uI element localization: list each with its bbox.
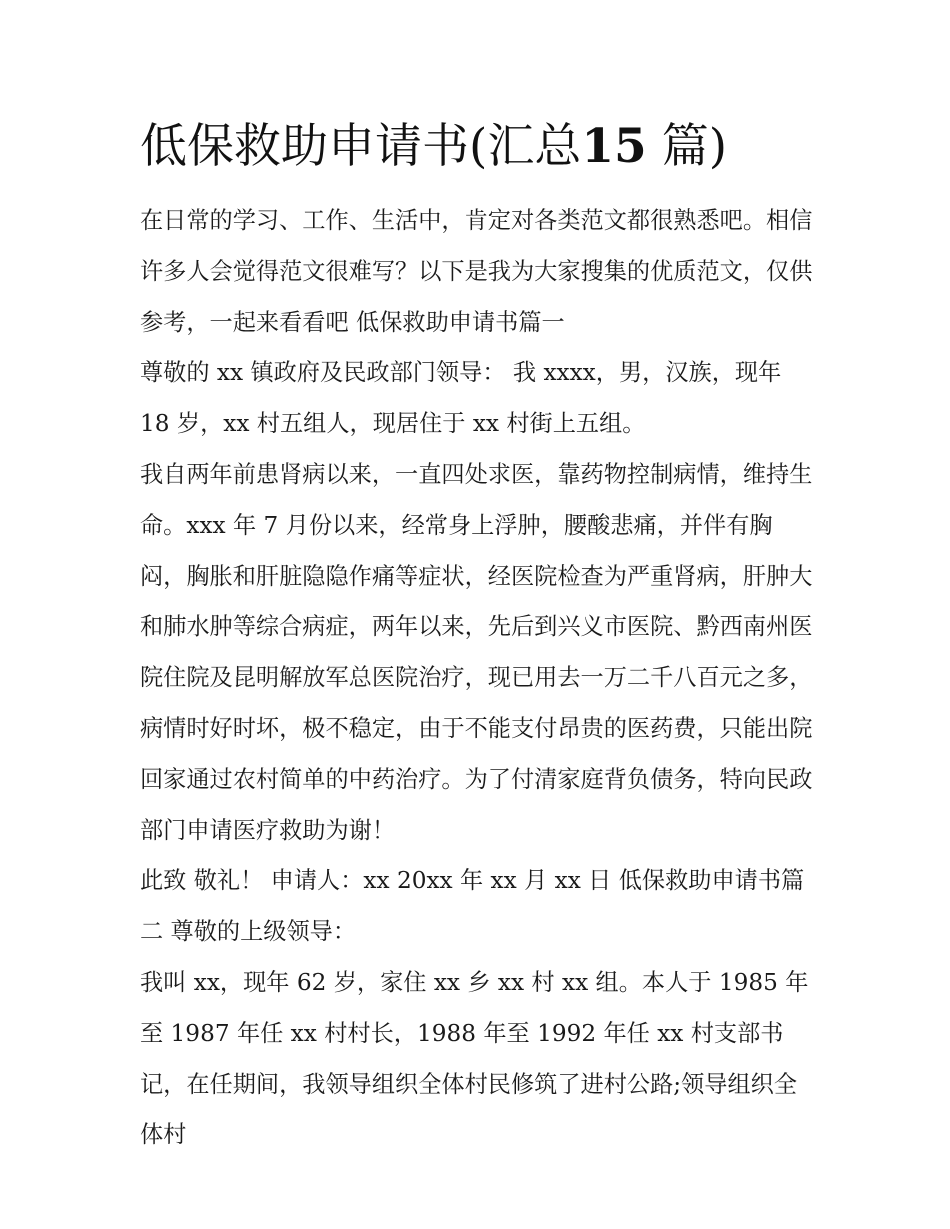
- title-suffix: 篇): [661, 119, 728, 174]
- page-title: [140, 112, 840, 182]
- document-body: [140, 196, 815, 1161]
- paragraph-closing: 此致 敬礼！ 申请人：xx 20xx 年 xx 月 xx 日 低保救助申请书篇二 尊敬的上级领导：: [140, 867, 805, 946]
- title-spacer: [647, 119, 662, 174]
- paragraph-intro: 在日常的学习、工作、生活中，肯定对各类范文都很熟悉吧。相信许多人会觉得范文很难写？以下是我为大家搜集的优质范文，仅供参考，一起来看看吧 低保救助申请书篇一: [140, 207, 813, 336]
- paragraph-second-letter: 我叫 xx，现年 62 岁，家住 xx 乡 xx 村 xx 组。本人于 1985 年至 1987 年任 xx 村村长，1988 年至 1992 年任 xx 村支部书记，在任期间，我领导组织全体村民修筑了进村公路;领导组织全体村: [140, 968, 809, 1149]
- paragraph-illness: 我自两年前患肾病以来，一直四处求医，靠药物控制病情，维持生命。xxx 年 7 月份以来，经常身上浮肿，腰酸悲痛，并伴有胸闷，胸胀和肝脏隐隐作痛等症状，经医院检查为严重肾病，肝肿大和肺水肿等综合病症，两年以来，先后到兴义市医院、黔西南州医院住院及昆明解放军总医院治疗，现已用去一万二千八百元之多，病情时好时坏，极不稳定，由于不能支付昂贵的医药费，只能出院回家通过农村简单的中药治疗。为了付清家庭背负债务，特向民政部门申请医疗救助为谢！: [140, 460, 813, 844]
- title-number: 15: [581, 119, 647, 174]
- title-prefix: 低保救助申请书(汇总: [140, 119, 582, 174]
- paragraph-salutation: 尊敬的 xx 镇政府及民政部门领导： 我 xxxx，男，汉族，现年 18 岁，xx 村五组人，现居住于 xx 村街上五组。: [140, 359, 782, 438]
